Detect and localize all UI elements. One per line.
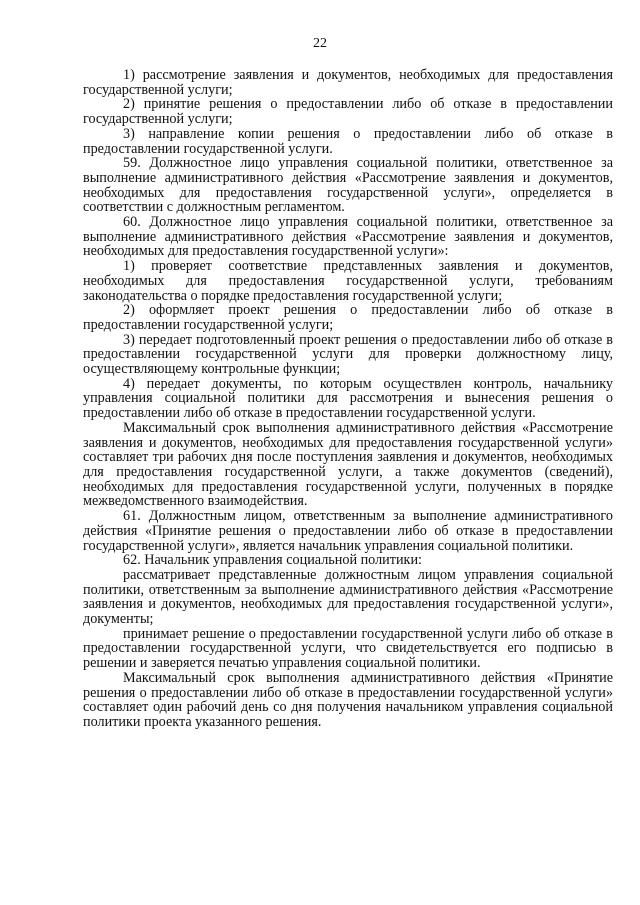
paragraph: принимает решение о предоставлении государственной услуги либо об отказе в предоставлении государственной услуги, что свидетельствуется его подписью в решении и заверяется печатью управления социальной политики.	[83, 625, 613, 672]
paragraph: 3) направление копии решения о предоставлении либо об отказе в предоставлении государственной услуги.	[83, 125, 613, 157]
paragraph: Максимальный срок выполнения административного действия «Принятие решения о предоставлении либо об отказе в предоставлении государственной услуги» составляет один рабочий день со дня получения начальником управления социальной политики проекта указанного решения.	[83, 669, 613, 730]
paragraph: 1) рассмотрение заявления и документов, необходимых для предоставления государственной услуги;	[83, 67, 613, 98]
paragraph: 3) передает подготовленный проект решения о предоставлении либо об отказе в предоставлении государственной услуги для проверки должностному лицу, осуществляющему контрольные функции;	[83, 331, 613, 378]
paragraph: 61. Должностным лицом, ответственным за выполнение административного действия «Принятие решения о предоставлении либо об отказе в предоставлении государственной услуги», является начальник управления социальной политики.	[83, 508, 613, 554]
paragraph: 1) проверяет соответствие представленных заявления и документов, необходимых для предоставления государственной услуги, требованиям законодательства о порядке предоставления государственной услуги;	[83, 258, 613, 304]
paragraph: Максимальный срок выполнения административного действия «Рассмотрение заявления и документов, необходимых для предоставления государственной услуги» составляет три рабочих дня после поступления заявления и документов, необходимых для предоставления государственной услуги, а также документов (сведений), необходимых для предоставления государственной услуги, полученных в порядке межведомственного взаимодействия.	[83, 419, 613, 510]
paragraph: 2) оформляет проект решения о предоставлении либо об отказе в предоставлении государственной услуги;	[83, 302, 613, 333]
paragraph: 2) принятие решения о предоставлении либо об отказе в предоставлении государственной услуги;	[83, 96, 613, 128]
page-number: 22	[313, 36, 327, 51]
paragraph: 4) передает документы, по которым осуществлен контроль, начальнику управления социальной политики для рассмотрения и вынесения решения о предоставлении либо об отказе в предоставлении государственной услуги.	[83, 375, 613, 422]
paragraph: рассматривает представленные должностным лицом управления социальной политики, ответственным за выполнение административного действия «Рассмотрение заявления и документов, необходимых для предоставления государственной услуги», документы;	[83, 566, 613, 628]
paragraph: 62. Начальник управления социальной политики:	[123, 552, 422, 569]
document-body	[83, 68, 613, 730]
paragraph: 60. Должностное лицо управления социальной политики, ответственное за выполнение административного действия «Рассмотрение заявления и документов, необходимых для предоставления государственной услуги»:	[83, 214, 613, 260]
paragraph: 59. Должностное лицо управления социальной политики, ответственное за выполнение административного действия «Рассмотрение заявления и документов, необходимых для предоставления государственной услуги», определяется в соответствии с должностным регламентом.	[83, 155, 613, 216]
